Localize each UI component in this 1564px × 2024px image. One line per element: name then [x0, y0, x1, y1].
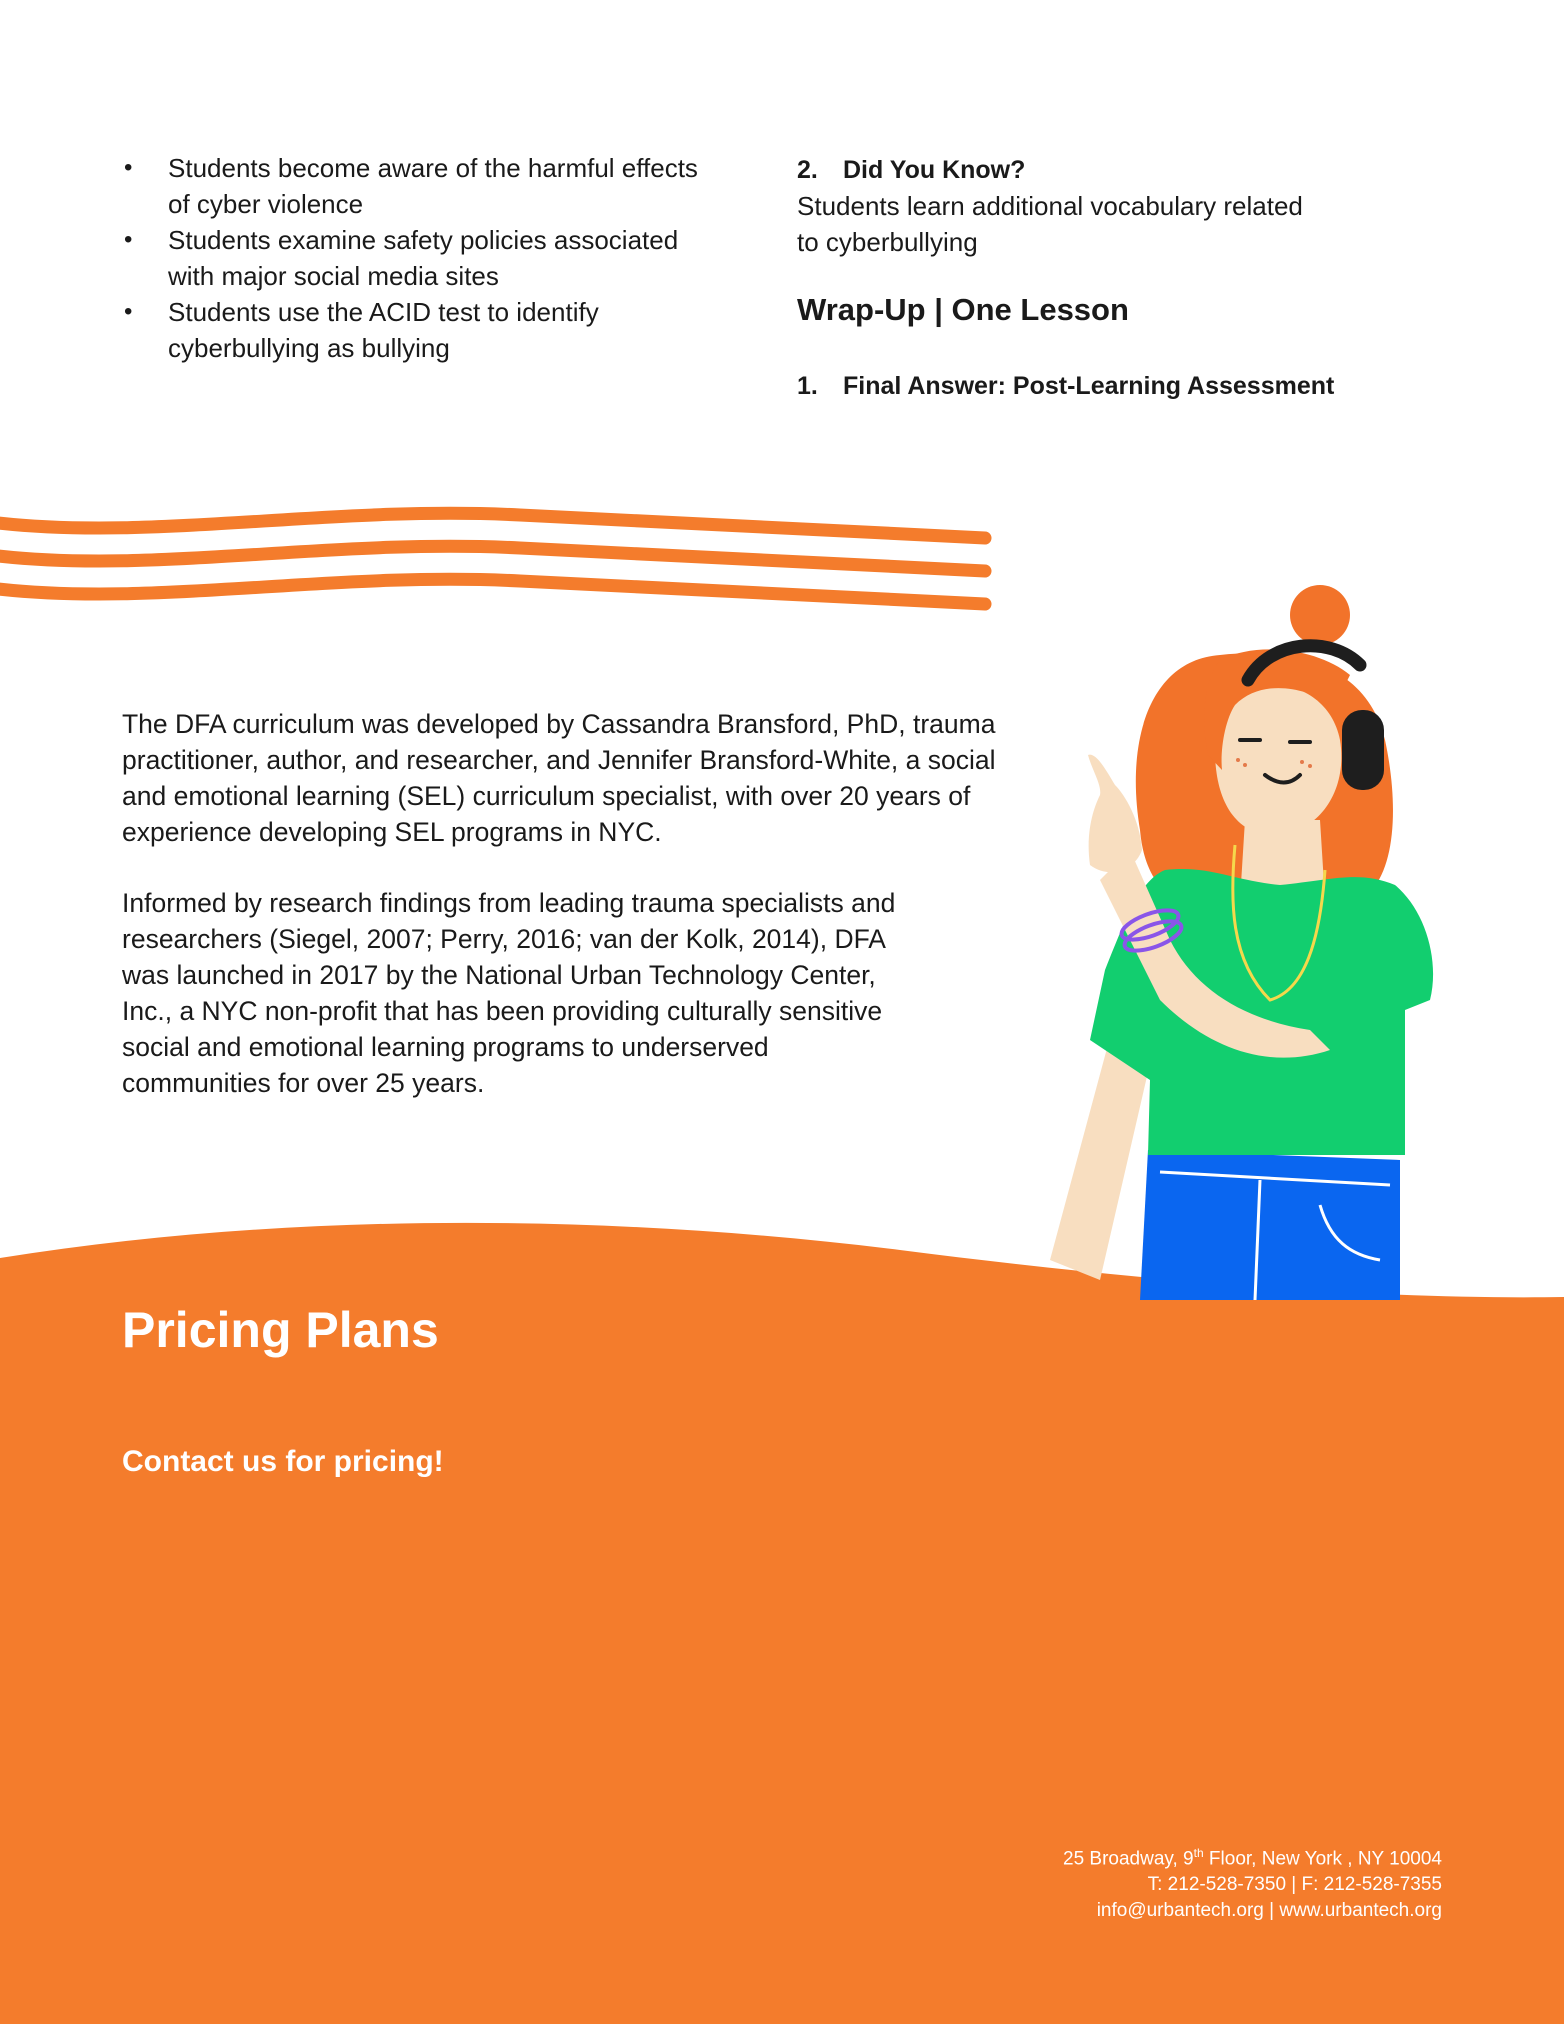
wavy-line-3 — [0, 579, 985, 604]
hair-bun — [1290, 585, 1350, 645]
phone-fax-line: T: 212-528-7350 | F: 212-528-7355 — [1147, 1874, 1442, 1896]
did-you-know-heading — [797, 152, 1025, 188]
girl-with-headphones-illustration — [1030, 580, 1460, 1300]
objectives-bullet-list — [120, 150, 720, 366]
freckle — [1236, 758, 1240, 762]
objective-item: • Students use the ACID test to identify cyberbullying as bullying — [120, 294, 720, 366]
pointing-hand — [1088, 755, 1142, 873]
freckle — [1308, 764, 1312, 768]
about-paragraph-1: The DFA curriculum was developed by Cassandra Bransford, PhD, trauma practitioner, author, and researcher, and Jennifer Bransford-White, a social and emotional learning (SEL) curriculum specialist, with over 20 years of experience developing SEL programs in NYC. — [122, 709, 996, 847]
final-answer-heading — [797, 368, 1334, 404]
wavy-line-1 — [0, 513, 985, 538]
address-line: 25 Broadway, 9th Floor, New York , NY 10004 — [1063, 1846, 1442, 1870]
item-number: 2. — [797, 156, 818, 184]
wavy-line-2 — [0, 546, 985, 571]
item-title: Final Answer: Post-Learning Assessment — [843, 372, 1335, 400]
pricing-title: Pricing Plans — [122, 1302, 439, 1358]
about-paragraph-2: Informed by research findings from leading trauma specialists and researchers (Siegel, 2007; Perry, 2016; van der Kolk, 2014), DFA was launched in 2017 by the National Urban Technology Center, Inc., a NYC non-profit that has been providing culturally sensitive social and emotional learning programs to underserved communities for over 25 years. — [122, 888, 896, 1098]
wrap-up-heading: Wrap-Up | One Lesson — [797, 292, 1129, 327]
item-title: Did You Know? — [843, 156, 1026, 184]
email-website-line[interactable]: info@urbantech.org | www.urbantech.org — [1096, 1900, 1442, 1922]
objective-item: • Students examine safety policies associated with major social media sites — [120, 222, 720, 294]
freckle — [1243, 763, 1247, 767]
item-number: 1. — [797, 372, 818, 400]
did-you-know-description: Students learn additional vocabulary related to cyberbullying — [797, 191, 1303, 257]
pricing-contact-cta: Contact us for pricing! — [122, 1445, 444, 1478]
wavy-lines-decoration — [0, 500, 1000, 620]
objective-item: • Students become aware of the harmful effects of cyber violence — [120, 150, 720, 222]
headphone-earcup — [1342, 710, 1384, 790]
freckle — [1300, 760, 1304, 764]
contact-info — [1063, 1840, 1442, 1924]
